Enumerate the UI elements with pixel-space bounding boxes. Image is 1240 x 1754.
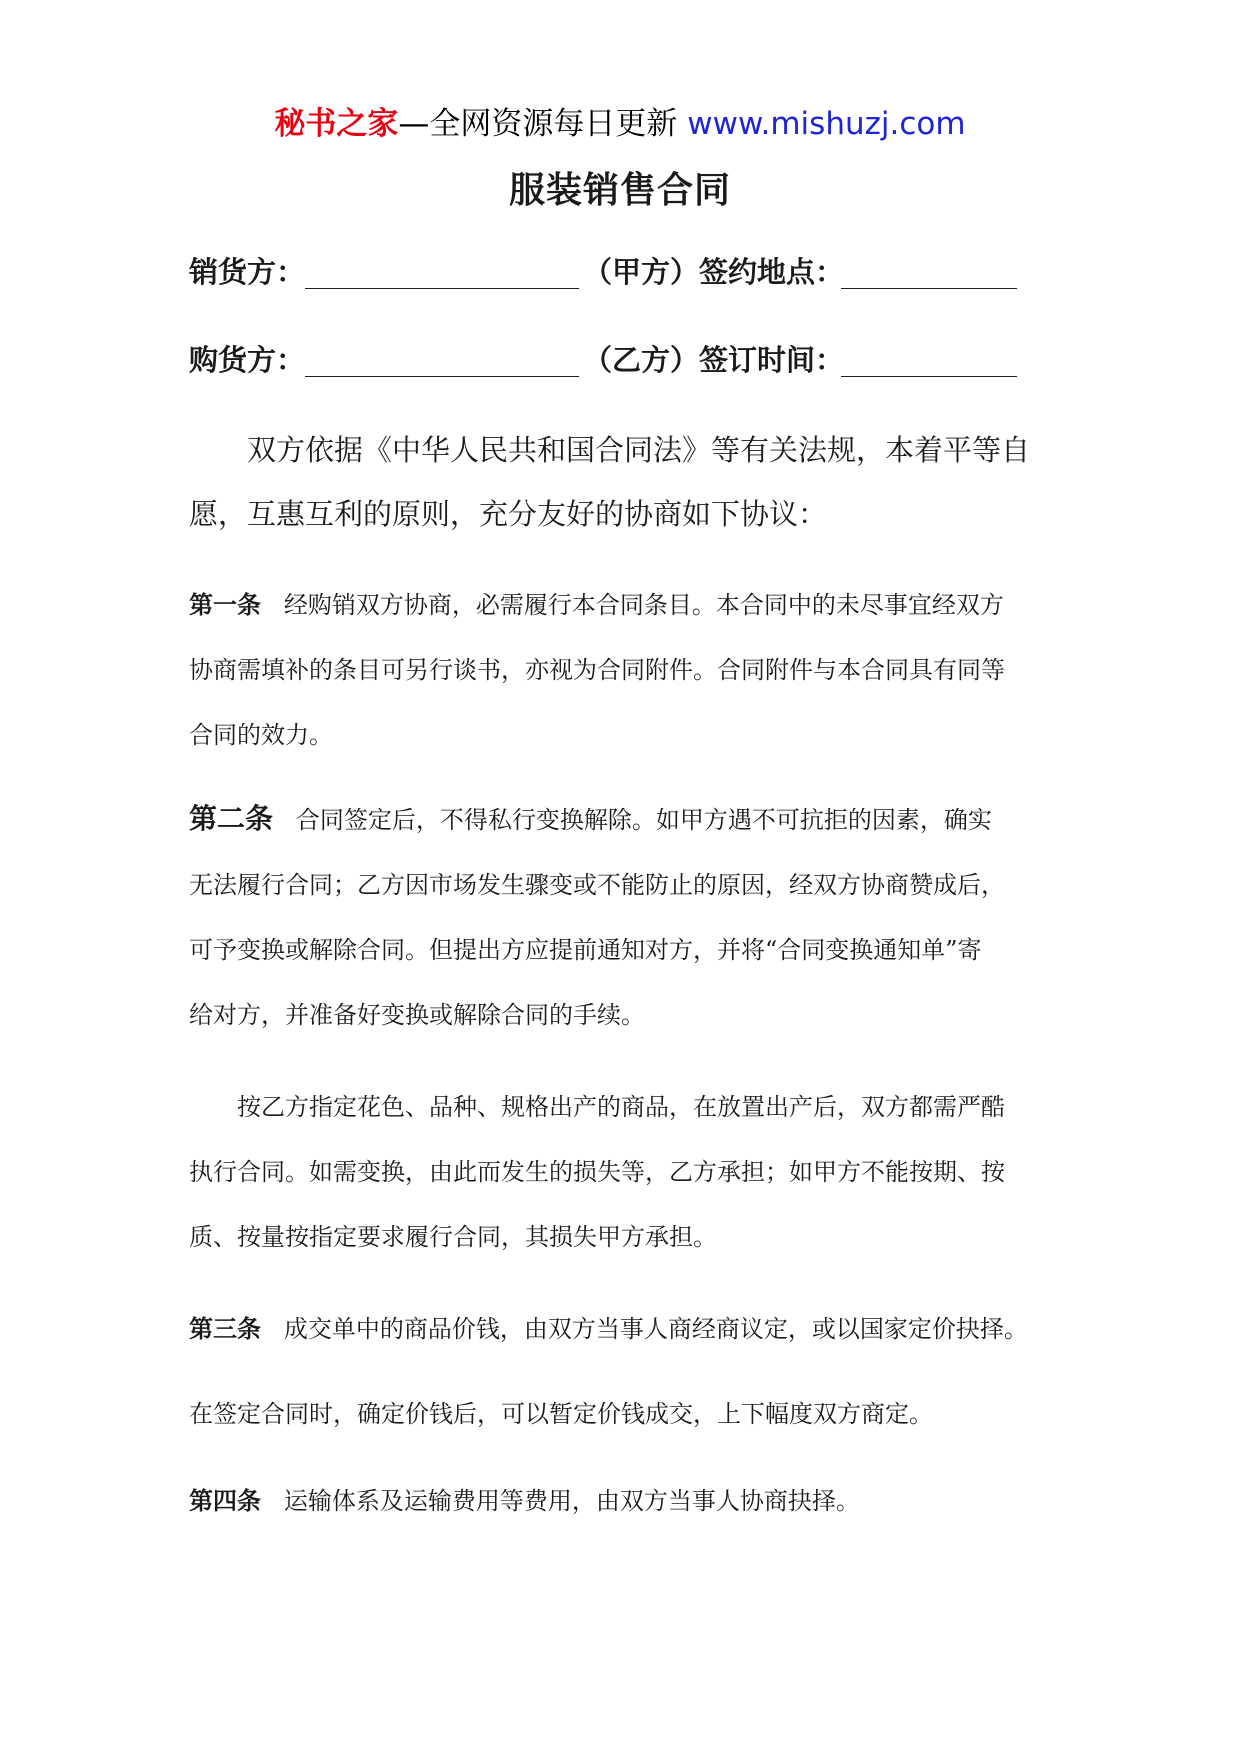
article-text: 按乙方指定花色、品种、规格出产的商品，在放置出产后，双方都需严酷	[237, 1093, 1005, 1121]
article-text: 合同的效力。	[189, 721, 333, 749]
site-slogan: —全网资源每日更新	[398, 106, 678, 142]
article-text: 经购销双方协商，必需履行本合同条目。本合同中的未尽事宜经双方	[283, 591, 1004, 619]
article-label: 第三条	[189, 1314, 261, 1343]
article-label: 第一条	[189, 590, 261, 619]
seller-label: 销货方：	[189, 255, 306, 289]
article-text: 执行合同。如需变换，由此而发生的损失等，乙方承担；如甲方不能按期、按	[189, 1158, 1005, 1186]
article-text: 在签定合同时，确定价钱后，可以暂定价钱成交，上下幅度双方商定。	[189, 1400, 933, 1428]
article-text: 协商需填补的条目可另行谈书，亦视为合同附件。合同附件与本合同具有同等	[189, 656, 1005, 684]
article-text: 成交单中的商品价钱，由双方当事人商经商议定，或以国家定价抉择。	[283, 1315, 1028, 1343]
article-label: 第四条	[189, 1486, 261, 1515]
document-title: 服装销售合同	[508, 169, 731, 211]
seller-role-label: （甲方）签约地点：	[583, 255, 845, 289]
article-text: 可予变换或解除合同。但提出方应提前通知对方，并将“合同变换通知单”寄	[189, 936, 982, 964]
article-text: 合同签定后，不得私行变换解除。如甲方遇不可抗拒的因素，确实	[295, 806, 992, 834]
article-3	[189, 1296, 1059, 1362]
article-label: 第二条	[189, 802, 274, 835]
intro-line: 双方依据《中华人民共和国合同法》等有关法规，本着平等自	[247, 433, 1031, 467]
signing-date-blank[interactable]	[841, 376, 1017, 377]
article-text: 无法履行合同；乙方因市场发生骤变或不能防止的原因，经双方协商赞成后，	[189, 871, 1005, 899]
seller-name-blank[interactable]	[305, 288, 579, 289]
article-text: 运输体系及运输费用等费用，由双方当事人协商抉择。	[283, 1487, 860, 1515]
intro-paragraph	[189, 418, 1059, 546]
buyer-label: 购货方：	[189, 343, 306, 377]
site-header	[0, 102, 1240, 146]
site-url-link[interactable]: www.mishuzj.com	[687, 106, 966, 142]
article-text: 给对方，并准备好变换或解除合同的手续。	[189, 1001, 645, 1029]
article-text: 质、按量按指定要求履行合同，其损失甲方承担。	[189, 1223, 717, 1251]
article-1	[189, 572, 1059, 768]
buyer-name-blank[interactable]	[305, 376, 579, 377]
article-4	[189, 1468, 1059, 1534]
site-brand: 秘书之家	[274, 106, 399, 142]
article-3-paragraph-2	[189, 1382, 1059, 1447]
intro-line: 愿，互惠互利的原则，充分友好的协商如下协议：	[189, 497, 828, 531]
signing-place-blank[interactable]	[841, 288, 1017, 289]
buyer-role-label: （乙方）签订时间：	[583, 343, 845, 377]
article-2-paragraph-2	[189, 1075, 1059, 1270]
article-2	[189, 786, 1059, 1048]
